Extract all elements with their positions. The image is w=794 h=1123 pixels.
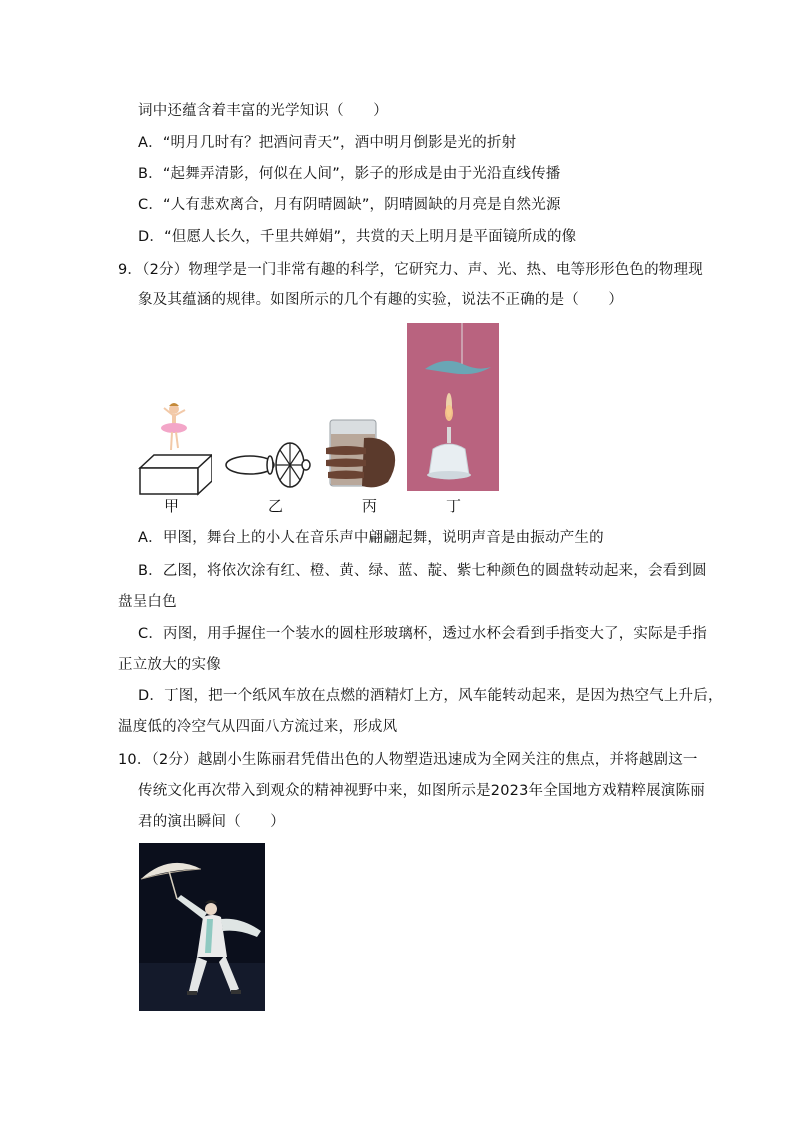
q9-stem-line2: 象及其蕴涵的规律。如图所示的几个有趣的实验，说法不正确的是（ ） <box>138 292 624 308</box>
q10-stem-line3: 君的演出瞬间（ ） <box>138 814 285 830</box>
caption-jia: 甲 <box>164 497 180 515</box>
caption-yi: 乙 <box>268 497 284 515</box>
q9-stem-line1: 9．（2分）物理学是一门非常有趣的科学，它研究力、声、光、热、电等形形色色的物理现 <box>118 262 703 278</box>
q8-option-a: A．“明月几时有？把酒问青天”，酒中明月倒影是光的折射 <box>138 135 517 151</box>
q9-option-d-line2: 温度低的冷空气从四面八方流过来，形成风 <box>118 719 398 735</box>
q8-option-b: B．“起舞弄清影，何似在人间”，影子的形成是由于光沿直线传播 <box>138 166 561 182</box>
figure-opera-performer <box>139 843 265 1011</box>
q10-stem-line2: 传统文化再次带入到观众的精神视野中来，如图所示是2023年全国地方戏精粹展演陈丽 <box>138 783 705 799</box>
q9-option-c-line1: C．丙图，用手握住一个装水的圆柱形玻璃杯，透过水杯会看到手指变大了，实际是手指 <box>138 626 707 642</box>
figure-yi-color-disk <box>224 440 316 490</box>
q9-option-c-line2: 正立放大的实像 <box>118 657 221 673</box>
q8-stem-tail: 词中还蕴含着丰富的光学知识（ ） <box>138 103 388 119</box>
q10-stem-line1: 10．（2分）越剧小生陈丽君凭借出色的人物塑造迅速成为全网关注的焦点，并将越剧这一 <box>118 752 698 768</box>
q9-option-a: A．甲图，舞台上的小人在音乐声中翩翩起舞，说明声音是由振动产生的 <box>138 530 604 546</box>
q9-option-d-line1: D．丁图，把一个纸风车放在点燃的酒精灯上方，风车能转动起来，是因为热空气上升后， <box>138 688 723 704</box>
figure-bing-water-glass <box>324 418 398 490</box>
caption-bing: 丙 <box>362 497 378 515</box>
caption-ding: 丁 <box>446 497 462 515</box>
q9-option-b-line1: B．乙图，将依次涂有红、橙、黄、绿、蓝、靛、紫七种颜色的圆盘转动起来，会看到圆 <box>138 563 707 579</box>
q8-option-c: C．“人有悲欢离合，月有阴晴圆缺”，阴晴圆缺的月亮是自然光源 <box>138 197 561 213</box>
figure-jia-dancer <box>138 400 212 496</box>
figure-ding-pinwheel-lamp <box>407 323 499 491</box>
q8-option-d: D．“但愿人长久，千里共婵娟”，共赏的天上明月是平面镜所成的像 <box>138 229 577 245</box>
q9-option-b-line2: 盘呈白色 <box>118 594 177 610</box>
